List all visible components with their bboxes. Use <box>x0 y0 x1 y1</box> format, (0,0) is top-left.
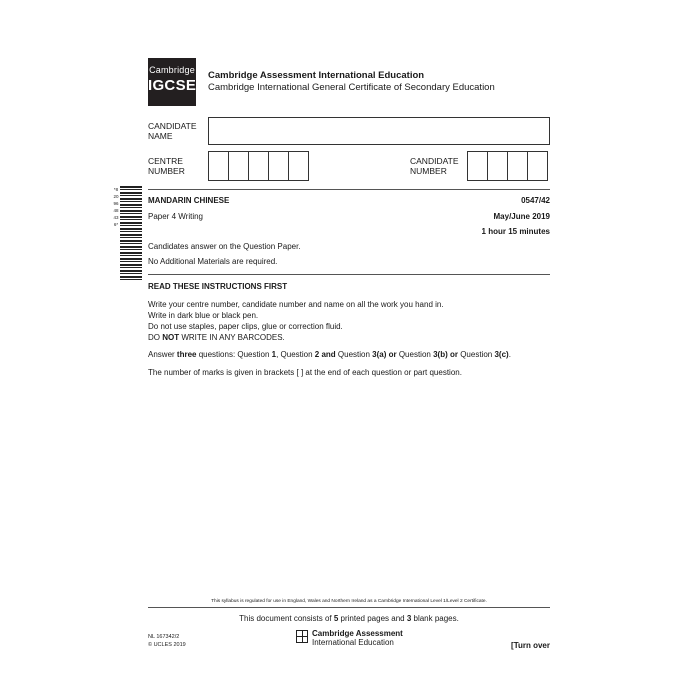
instruction-line: Do not use staples, paper clips, glue or correction fluid. <box>148 322 343 331</box>
candidate-number-digit[interactable] <box>507 151 528 181</box>
footer-logo-line2: International Education <box>312 638 394 647</box>
turn-over: [Turn over <box>511 641 550 650</box>
printed-pages: 5 <box>333 614 339 623</box>
centre-number-digit[interactable] <box>208 151 229 181</box>
answer-segment: , Question <box>276 350 315 359</box>
paper-name: Paper 4 Writing <box>148 212 203 221</box>
answer-segment: three <box>176 350 197 359</box>
page-count-text: blank pages. <box>411 614 459 623</box>
centre-number-digit[interactable] <box>288 151 309 181</box>
answer-segment: questions: Question <box>196 350 272 359</box>
qualification-title: Cambridge International General Certificate of Secondary Education <box>208 82 495 93</box>
instruction-line: Write your centre number, candidate number and name on all the work you hand in. <box>148 300 444 309</box>
divider <box>148 274 550 275</box>
answer-segment: Answer <box>148 350 177 359</box>
answer-segment: . <box>508 350 511 359</box>
answer-segment: 3(b) <box>433 350 448 359</box>
answer-segment: 3(a) <box>372 350 387 359</box>
cambridge-footer-logo <box>312 629 403 647</box>
subject-title: MANDARIN CHINESE <box>148 196 230 205</box>
candidate-name-label-line1: CANDIDATE <box>148 121 197 131</box>
candidate-number-digit[interactable] <box>467 151 488 181</box>
candidate-number-label-line1: CANDIDATE <box>410 156 459 166</box>
document-reference <box>148 633 186 649</box>
igcse-logo <box>148 58 196 106</box>
candidate-name-label-line2: NAME <box>148 131 173 141</box>
barcode <box>120 186 142 282</box>
divider <box>148 607 550 608</box>
exam-session: May/June 2019 <box>493 212 550 221</box>
answer-segment: Question <box>337 350 373 359</box>
answer-instruction <box>148 350 511 359</box>
candidate-number-digit[interactable] <box>527 151 548 181</box>
answer-segment: and <box>319 350 338 359</box>
candidate-number-digit[interactable] <box>487 151 508 181</box>
centre-number-digit[interactable] <box>268 151 289 181</box>
page-count-text: This document consists of <box>239 614 334 623</box>
answer-segment: 2 <box>314 350 320 359</box>
regulation-note: This syllabus is regulated for use in England, Wales and Northern Ireland as a Cambridge International Level 1/Level 2 Certificate. <box>211 599 487 604</box>
centre-number-field[interactable] <box>208 151 309 181</box>
copyright: © UCLES 2019 <box>148 642 186 648</box>
divider <box>148 189 550 190</box>
instruction-text: WRITE IN ANY BARCODES. <box>179 333 285 342</box>
instruction-text: DO <box>148 333 163 342</box>
materials-note: No Additional Materials are required. <box>148 257 278 266</box>
candidate-name-field[interactable] <box>208 117 550 145</box>
page-count <box>148 614 550 623</box>
blank-pages: 3 <box>406 614 412 623</box>
answer-segment: or <box>447 350 461 359</box>
instruction-line: Write in dark blue or black pen. <box>148 311 259 320</box>
paper-code: 0547/42 <box>521 196 550 205</box>
logo-small-text: Cambridge <box>149 65 195 75</box>
organisation-title: Cambridge Assessment International Education <box>208 70 425 81</box>
answer-segment: 1 <box>271 350 277 359</box>
centre-number-digit[interactable] <box>248 151 269 181</box>
candidate-name-label <box>148 121 197 141</box>
centre-number-label-line1: CENTRE <box>148 156 183 166</box>
instruction-emphasis: NOT <box>162 333 180 342</box>
answer-segment: 3(c) <box>494 350 509 359</box>
footer-logo-line1: Cambridge Assessment <box>312 629 403 638</box>
instructions-heading: READ THESE INSTRUCTIONS FIRST <box>148 282 288 291</box>
centre-number-digit[interactable] <box>228 151 249 181</box>
page-count-text: printed pages and <box>338 614 407 623</box>
answer-segment: or <box>386 350 399 359</box>
candidate-number-field[interactable] <box>467 151 548 181</box>
centre-number-label-line2: NUMBER <box>148 166 185 176</box>
logo-big-text: IGCSE <box>148 77 197 94</box>
candidate-number-label <box>410 156 459 176</box>
answer-note: Candidates answer on the Question Paper. <box>148 242 301 251</box>
answer-segment: Question <box>398 350 434 359</box>
instruction-line <box>148 333 285 342</box>
barcode-number: *8209648436* <box>113 187 119 227</box>
exam-duration: 1 hour 15 minutes <box>481 227 550 236</box>
answer-segment: Question <box>460 350 495 359</box>
candidate-number-label-line2: NUMBER <box>410 166 447 176</box>
centre-number-label <box>148 156 185 176</box>
cambridge-crest-icon <box>296 630 308 643</box>
marks-instruction: The number of marks is given in brackets [ ] at the end of each question or part question. <box>148 368 462 377</box>
reference-code: NL 167342/2 <box>148 634 180 640</box>
